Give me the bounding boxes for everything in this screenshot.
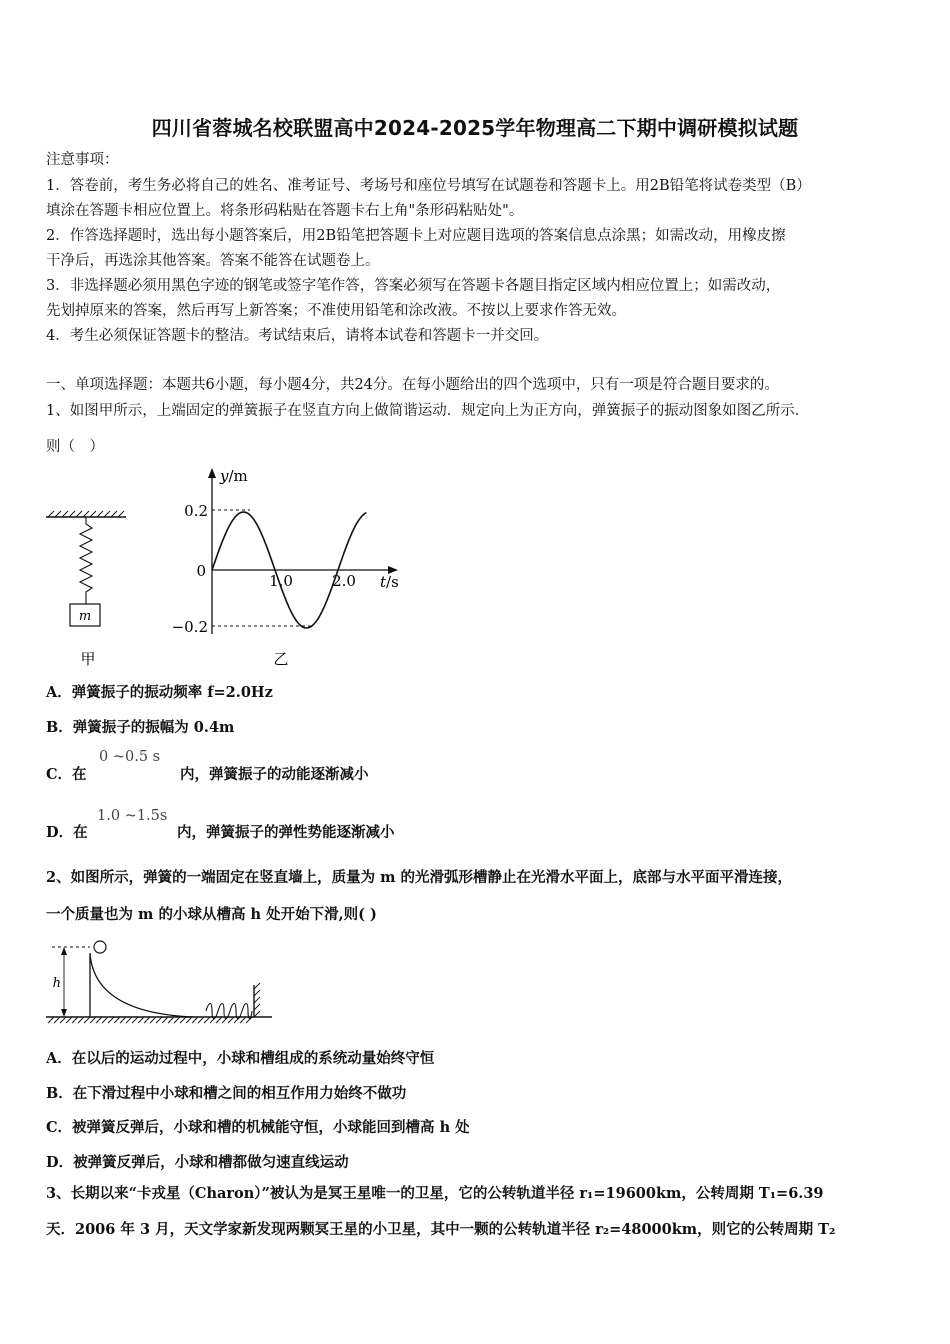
- question-3-stem-tail: 天．2006 年 3 月，天文学家新发现两颗冥王星的小卫星，其中一颗的公转轨道半径 r₂=48000km，则它的公转周期 T₂: [46, 1221, 836, 1238]
- ball: [94, 941, 106, 953]
- tick-label-zero: 0: [196, 562, 206, 580]
- q1-option-d-range: 1.0 ~1.5s: [97, 808, 168, 824]
- notice-line: 干净后，再选涂其他答案。答案不能答在试题卷上。: [46, 253, 380, 269]
- q1-option-d-text: 内，弹簧振子的弹性势能逐渐减小: [177, 824, 395, 841]
- height-label: h: [52, 976, 61, 991]
- q1-option-d-prefix: D．在: [46, 824, 88, 841]
- question-2-stem: 2、如图所示，弹簧的一端固定在竖直墙上，质量为 m 的光滑弧形槽静止在光滑水平面上，底部与水平面平滑连接，: [46, 869, 793, 886]
- question-1-stem-tail: 则（ ）: [46, 439, 104, 455]
- q1-option-a: A．弹簧振子的振动频率 f=2.0Hz: [46, 684, 273, 701]
- question-3-stem: 3、长期以来“卡戎星（Charon）”被认为是冥王星唯一的卫星，它的公转轨道半径 r₁=19600km，公转周期 T₁=6.39: [46, 1185, 824, 1202]
- tick-label-1: 1.0: [269, 572, 293, 590]
- x-axis-label: t/s: [380, 573, 399, 591]
- notice-line: 3．非选择题必须用黑色字迹的钢笔或签字笔作答，答案必须写在答题卡各题目指定区域内相应位置上；如需改动，: [46, 278, 781, 294]
- q1-option-c-range: 0 ~0.5 s: [99, 749, 161, 765]
- q2-option-b: B．在下滑过程中小球和槽之间的相互作用力始终不做功: [46, 1085, 407, 1102]
- q2-option-a: A．在以后的运动过程中，小球和槽组成的系统动量始终守恒: [46, 1050, 435, 1067]
- section-heading: 一、单项选择题：本题共6小题，每小题4分，共24分。在每小题给出的四个选项中，只有一项是符合题目要求的。: [46, 377, 779, 393]
- groove-spring-figure: [40, 935, 280, 1030]
- vibration-graph: [160, 462, 410, 672]
- q1-option-c-prefix: C．在: [46, 766, 87, 783]
- notice-line: 填涂在答题卡相应位置上。将条形码粘贴在答题卡右上角"条形码粘贴处"。: [46, 203, 524, 219]
- tick-label-2: 2.0: [332, 572, 356, 590]
- figure-label-yi: 乙: [273, 650, 289, 668]
- figure-label-jia: 甲: [80, 650, 96, 668]
- page-title: 四川省蓉城名校联盟高中2024-2025学年物理高二下期中调研模拟试题: [151, 116, 799, 140]
- notice-line: 1．答卷前，考生务必将自己的姓名、准考证号、考场号和座位号填写在试题卷和答题卡上。用2B铅笔将试卷类型（B）: [46, 178, 811, 194]
- spring-oscillator-figure: [40, 500, 140, 670]
- tick-label-positive: 0.2: [184, 502, 208, 520]
- q2-option-d: D．被弹簧反弹后，小球和槽都做匀速直线运动: [46, 1154, 349, 1171]
- mass-label: m: [78, 609, 92, 624]
- notice-line: 4．考生必须保证答题卡的整洁。考试结束后，请将本试卷和答题卡一并交回。: [46, 328, 549, 344]
- notice-heading: 注意事项：: [46, 152, 119, 168]
- tick-label-negative: −0.2: [171, 618, 208, 636]
- question-2-stem-tail: 一个质量也为 m 的小球从槽高 h 处开始下滑,则( ): [46, 906, 377, 923]
- q1-option-c-text: 内，弹簧振子的动能逐渐减小: [180, 766, 369, 783]
- q1-option-b: B．弹簧振子的振幅为 0.4m: [46, 719, 235, 736]
- question-1-stem: 1、如图甲所示，上端固定的弹簧振子在竖直方向上做简谐运动．规定向上为正方向，弹簧振子的振动图象如图乙所示．: [46, 403, 810, 419]
- y-axis-label: y/m: [220, 467, 248, 485]
- q2-option-c: C．被弹簧反弹后，小球和槽的机械能守恒，小球能回到槽高 h 处: [46, 1119, 470, 1136]
- notice-line: 2．作答选择题时，选出每小题答案后，用2B铅笔把答题卡上对应题目选项的答案信息点涂黑；如需改动，用橡皮擦: [46, 228, 786, 244]
- notice-line: 先划掉原来的答案，然后再写上新答案；不准使用铅笔和涂改液。不按以上要求作答无效。: [46, 303, 626, 319]
